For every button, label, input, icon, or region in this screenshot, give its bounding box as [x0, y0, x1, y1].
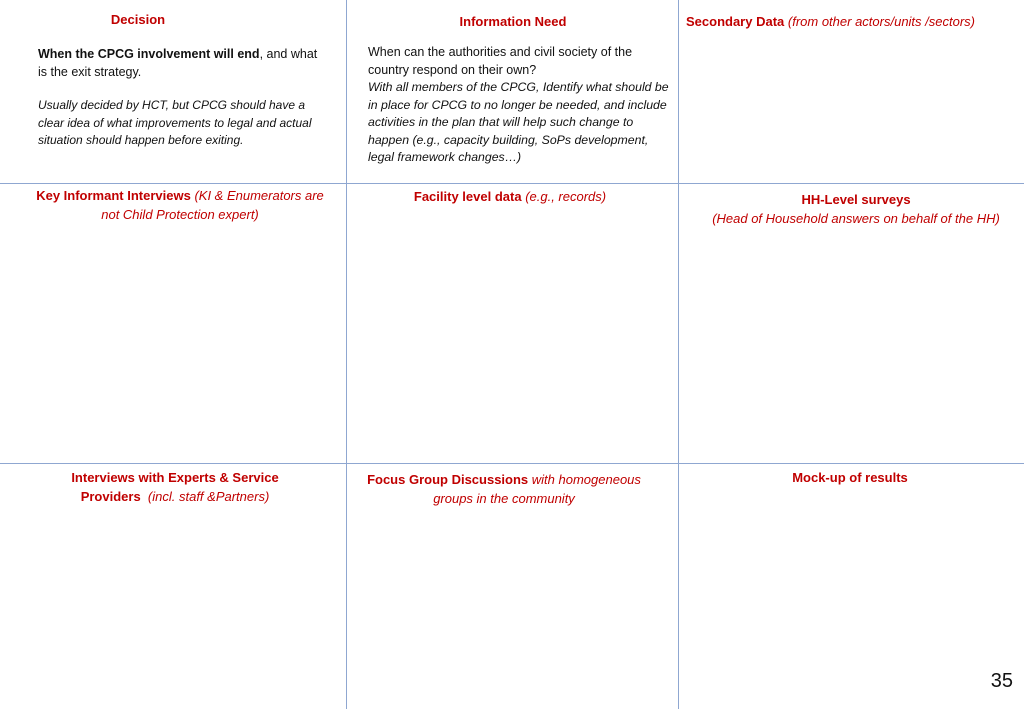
hh-surveys-cell — [688, 190, 1024, 228]
key-informant-cell — [30, 186, 330, 224]
key-informant-subtitle: (KI & Enumerators are not Child Protection expert) — [101, 188, 324, 222]
information-need-heading: Information Need — [459, 14, 567, 29]
secondary-data-subtitle: (from other actors/units /sectors) — [787, 14, 976, 29]
secondary-data-title: Secondary Data — [686, 14, 785, 29]
decision-body-rest: , and what is the exit strategy. — [38, 47, 318, 79]
focus-group-cell — [352, 470, 656, 508]
information-need-question: When can the authorities and civil society of the country respond on their own? — [368, 45, 633, 77]
information-need-guidance: With all members of the CPCG, Identify what should be in place for CPCG to no longer be needed, and include activities in the plan that will help such change to happen (e.g., capacity building, SoPs development, legal framework changes…) — [368, 80, 669, 164]
expert-interviews-cell — [50, 468, 300, 506]
decision-note: Usually decided by HCT, but CPCG should have a clear idea of what improvements to legal and actual situation should happen before exiting. — [38, 98, 312, 147]
secondary-data-heading — [686, 14, 1018, 29]
focus-group-title: Focus Group Discussions — [367, 472, 529, 487]
facility-data-subtitle: (e.g., records) — [525, 189, 607, 204]
key-informant-title: Key Informant Interviews — [36, 188, 191, 203]
secondary-data-cell — [686, 14, 1018, 29]
mockup-results-title: Mock-up of results — [792, 470, 908, 485]
focus-group-subtitle: with homogeneous groups in the community — [433, 472, 641, 506]
hh-surveys-title: HH-Level surveys — [801, 192, 911, 207]
page-number: 35 — [990, 670, 1013, 692]
expert-interviews-subtitle: (incl. staff &Partners) — [147, 489, 270, 504]
hh-surveys-subtitle: (Head of Household answers on behalf of the HH) — [712, 211, 1000, 226]
grid-divider-horizontal-1 — [0, 183, 1024, 184]
information-need-cell — [368, 14, 674, 167]
grid-divider-vertical-1 — [346, 0, 347, 709]
grid-divider-horizontal-2 — [0, 463, 1024, 464]
decision-heading: Decision — [110, 12, 166, 27]
decision-cell — [38, 12, 328, 150]
grid-divider-vertical-2 — [678, 0, 679, 709]
expert-interviews-title: Interviews with Experts & Service Providers — [71, 470, 279, 504]
decision-body — [38, 46, 328, 81]
decision-body-bold: When the CPCG involvement will end — [38, 47, 260, 61]
facility-data-cell — [348, 189, 672, 204]
facility-data-title: Facility level data — [413, 189, 522, 204]
mockup-results-cell — [680, 470, 1020, 485]
